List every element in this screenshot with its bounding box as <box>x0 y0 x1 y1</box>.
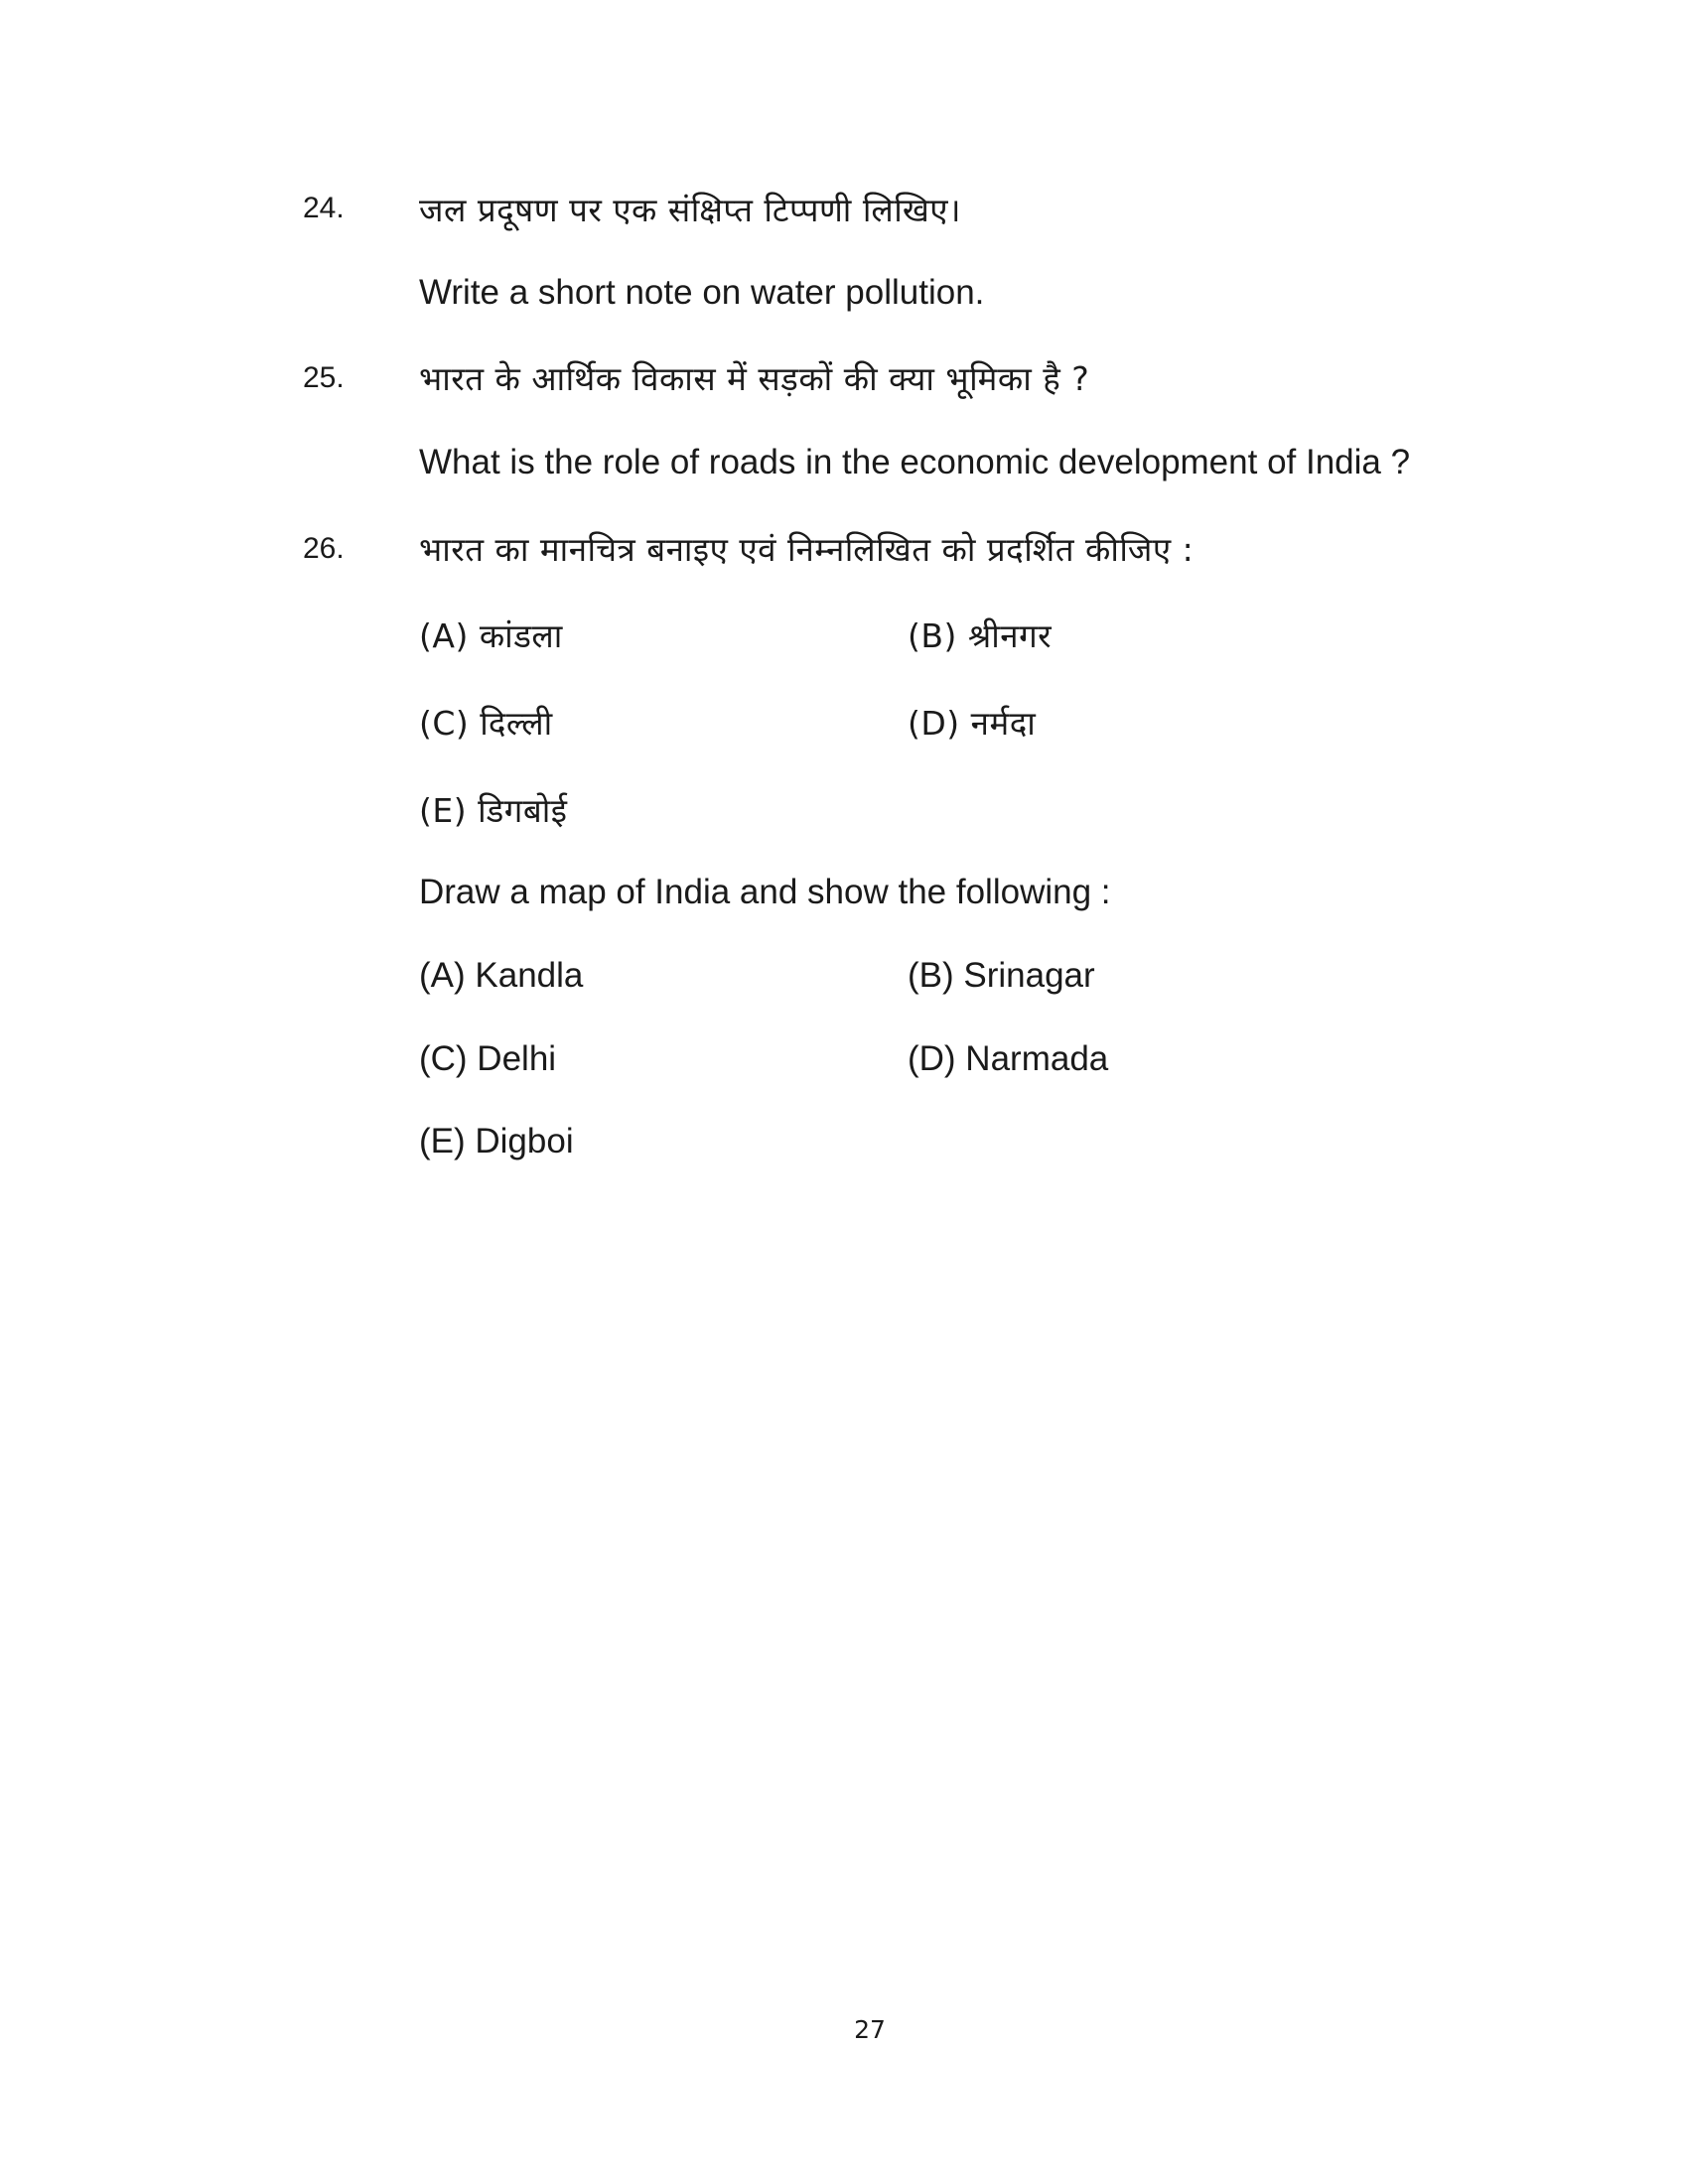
page-number: 27 <box>854 2015 886 2044</box>
question-text-hindi: भारत का मानचित्र बनाइए एवं निम्नलिखित को प्रदर्शित कीजिए : <box>419 530 1195 569</box>
question-text-english: Write a short note on water pollution. <box>419 273 985 312</box>
option-c-english: (C) Delhi <box>419 1039 557 1078</box>
option-b-english: (B) Srinagar <box>908 956 1095 995</box>
option-a-english: (A) Kandla <box>419 956 584 995</box>
question-text-english: What is the role of roads in the economic development of India ? <box>419 443 1411 481</box>
option-b-hindi: (B) श्रीनगर <box>908 616 1053 655</box>
option-e-hindi: (E) डिगबोई <box>419 791 568 830</box>
option-a-hindi: (A) कांडला <box>419 616 563 655</box>
option-d-hindi: (D) नर्मदा <box>908 704 1037 743</box>
question-text-hindi: जल प्रदूषण पर एक संक्षिप्त टिप्पणी लिखिए। <box>419 191 962 229</box>
question-text-english: Draw a map of India and show the following : <box>419 873 1111 911</box>
option-d-english: (D) Narmada <box>908 1039 1109 1078</box>
question-number: 24. <box>303 192 345 224</box>
option-e-english: (E) Digboi <box>419 1122 574 1160</box>
question-number: 25. <box>303 361 345 394</box>
question-number: 26. <box>303 532 345 565</box>
question-text-hindi: भारत के आर्थिक विकास में सड़कों की क्या भूमिका है ? <box>419 359 1090 398</box>
option-c-hindi: (C) दिल्ली <box>419 704 553 743</box>
